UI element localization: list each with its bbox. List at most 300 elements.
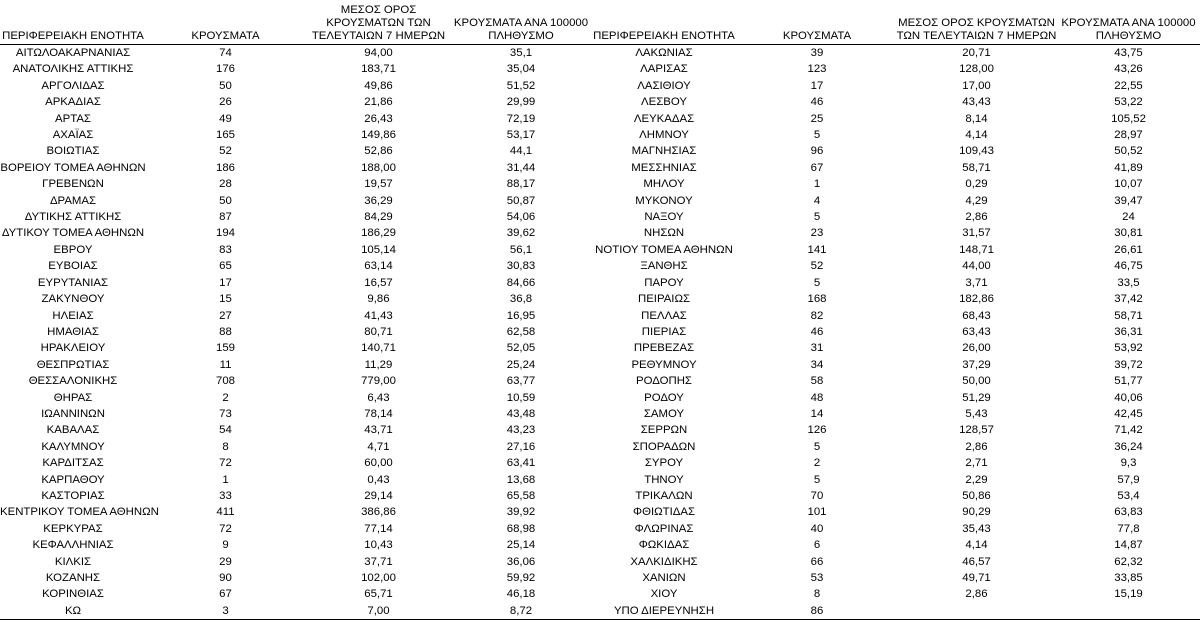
cell-7day-avg-right: 128,00 xyxy=(959,63,994,76)
cell-region-left: ΘΗΡΑΣ xyxy=(53,391,93,404)
cell-region-right: ΛΕΣΒΟΥ xyxy=(641,96,687,109)
cell-cases-right: 31 xyxy=(810,342,824,355)
cell-cases-right: 5 xyxy=(813,276,821,289)
cell-7day-avg-right: 2,86 xyxy=(965,211,988,224)
cell-region-right: ΧΑΛΚΙΔΙΚΗΣ xyxy=(630,555,698,568)
cell-7day-avg-right: 4,14 xyxy=(965,129,988,142)
cell-cases-right: 2 xyxy=(813,457,821,470)
cell-cases-left: 2 xyxy=(222,391,229,404)
cell-cases-right: 39 xyxy=(810,47,824,59)
cell-cases-left: 28 xyxy=(219,178,232,191)
cell-region-right: ΠΑΡΟΥ xyxy=(644,276,684,289)
table-row xyxy=(0,603,1200,620)
cell-cases-left: 72 xyxy=(219,522,232,535)
cell-cases-right: 67 xyxy=(810,161,824,174)
cell-region-left: ΚΑΡΔΙΤΣΑΣ xyxy=(42,457,104,470)
cell-cases-right: 48 xyxy=(810,391,824,404)
cell-cases-left: 708 xyxy=(215,375,235,388)
cell-cases-right: 96 xyxy=(810,145,824,158)
cell-per-100k-right: 39,72 xyxy=(1114,358,1143,371)
cell-cases-right: 53 xyxy=(810,572,824,584)
table-row xyxy=(0,275,1200,291)
cell-region-left: ΙΩΑΝΝΙΝΩΝ xyxy=(41,407,105,420)
cell-per-100k-right xyxy=(1057,603,1200,620)
cell-cases-right: 23 xyxy=(810,227,824,240)
cell-7day-avg-right: 128,57 xyxy=(959,424,994,437)
cell-cases-right: 46 xyxy=(810,325,824,338)
cell-per-100k-right: 43,75 xyxy=(1114,47,1143,59)
cell-region-left: ΚΕΡΚΥΡΑΣ xyxy=(43,522,103,535)
header-row xyxy=(0,4,1200,45)
cell-7day-avg-right: 35,43 xyxy=(962,522,991,535)
cell-region-right: ΡΟΔΟΥ xyxy=(644,391,684,404)
table-row xyxy=(0,291,1200,307)
cell-per-100k-left: 53,17 xyxy=(506,129,536,142)
cell-region-right: ΠΕΛΛΑΣ xyxy=(641,309,687,322)
cell-per-100k-left: 59,92 xyxy=(506,572,536,584)
cell-cases-right: 126 xyxy=(807,424,827,437)
table-row xyxy=(0,488,1200,504)
cell-per-100k-left: 25,24 xyxy=(506,358,536,371)
cell-region-left: ΘΕΣΣΑΛΟΝΙΚΗΣ xyxy=(28,375,118,388)
cell-cases-left: 176 xyxy=(215,63,235,76)
cell-per-100k-left: 84,66 xyxy=(506,276,536,289)
table-row xyxy=(0,586,1200,602)
cell-cases-left: 3 xyxy=(146,603,305,620)
header-7day-avg-right: ΜΕΣΟΣ ΟΡΟΣ ΚΡΟΥΣΜΑΤΩΝ ΤΩΝ ΤΕΛΕΥΤΑΙΩΝ 7 ΗΜΕΡΩΝ xyxy=(896,4,1057,45)
cell-region-left: ΑΡΓΟΛΙΔΑΣ xyxy=(41,79,105,92)
cell-7day-avg-left: 41,43 xyxy=(364,309,393,322)
cell-region-left: ΚΑΛΥΜΝΟΥ xyxy=(41,440,105,453)
cell-region-right: ΛΗΜΝΟΥ xyxy=(639,129,689,142)
header-per-100k-right: ΚΡΟΥΣΜΑΤΑ ΑΝΑ 100000 ΠΛΗΘΥΣΜΟ xyxy=(1057,4,1200,45)
cell-per-100k-left: 72,19 xyxy=(506,112,536,125)
cell-per-100k-right: 58,71 xyxy=(1114,309,1143,322)
cell-region-right: ΣΑΜΟΥ xyxy=(643,407,685,420)
cell-per-100k-right: 10,07 xyxy=(1114,178,1143,191)
cell-cases-right: 168 xyxy=(807,293,827,306)
table-row xyxy=(0,324,1200,340)
cell-cases-right: 58 xyxy=(810,375,824,388)
cell-cases-right: 8 xyxy=(813,588,821,601)
table-row xyxy=(0,242,1200,258)
cell-per-100k-left: 27,16 xyxy=(506,440,536,453)
cell-7day-avg-left: 19,57 xyxy=(364,178,393,191)
cell-per-100k-right: 22,55 xyxy=(1114,79,1143,92)
cell-cases-left: 26 xyxy=(219,96,232,109)
cell-per-100k-right: 39,47 xyxy=(1114,194,1143,207)
cell-cases-left: 11 xyxy=(219,358,232,371)
cell-7day-avg-right: 68,43 xyxy=(962,309,991,322)
cell-7day-avg-right: 5,43 xyxy=(965,407,988,420)
cell-region-left: ΗΡΑΚΛΕΙΟΥ xyxy=(40,342,106,355)
cell-region-left: ΚΑΣΤΟΡΙΑΣ xyxy=(41,489,105,502)
cell-region-right: ΤΡΙΚΑΛΩΝ xyxy=(635,489,693,502)
cell-region-right: ΡΕΘΥΜΝΟΥ xyxy=(631,358,697,371)
cell-7day-avg-right: 37,29 xyxy=(962,358,991,371)
cell-per-100k-right: 37,42 xyxy=(1114,293,1143,306)
cell-cases-right: 52 xyxy=(810,260,824,273)
cell-per-100k-right: 43,26 xyxy=(1114,63,1143,76)
table-row xyxy=(0,406,1200,422)
cell-7day-avg-left: 29,14 xyxy=(364,489,393,502)
cell-per-100k-left: 51,52 xyxy=(506,79,536,92)
table-row xyxy=(0,143,1200,159)
cell-per-100k-left: 44,1 xyxy=(509,145,533,158)
cell-per-100k-left: 88,17 xyxy=(506,178,536,191)
table-row xyxy=(0,258,1200,274)
cell-region-left: ΒΟΡΕΙΟΥ ΤΟΜΕΑ ΑΘΗΝΩΝ xyxy=(0,161,146,174)
cell-7day-avg-right: 50,86 xyxy=(962,489,991,502)
cell-region-left: ΘΕΣΠΡΩΤΙΑΣ xyxy=(36,358,110,371)
cell-region-right: ΛΕΥΚΑΔΑΣ xyxy=(633,112,695,125)
cell-7day-avg-right: 182,86 xyxy=(959,293,994,306)
table-row xyxy=(0,308,1200,324)
cell-region-left: ΓΡΕΒΕΝΩΝ xyxy=(42,178,104,191)
cell-7day-avg-left: 63,14 xyxy=(364,260,393,273)
cell-per-100k-left: 29,99 xyxy=(506,96,536,109)
cell-region-left: ΑΧΑΪΑΣ xyxy=(52,129,94,142)
cell-cases-left: 83 xyxy=(219,243,232,256)
cell-per-100k-right: 62,32 xyxy=(1114,555,1143,568)
cell-per-100k-left: 16,95 xyxy=(506,309,536,322)
cell-cases-left: 50 xyxy=(219,194,232,207)
cell-per-100k-right: 42,45 xyxy=(1114,407,1143,420)
cell-region-right: ΝΟΤΙΟΥ ΤΟΜΕΑ ΑΘΗΝΩΝ xyxy=(595,243,733,256)
cell-per-100k-left: 50,87 xyxy=(506,194,536,207)
cell-cases-right: 82 xyxy=(810,309,824,322)
header-region-left: ΠΕΡΙΦΕΡΕΙΑΚΗ ΕΝΟΤΗΤΑ xyxy=(0,4,146,45)
cell-7day-avg-left: 105,14 xyxy=(361,243,396,256)
cell-7day-avg-left: 21,86 xyxy=(364,96,393,109)
cell-region-left: ΑΝΑΤΟΛΙΚΗΣ ΑΤΤΙΚΗΣ xyxy=(12,63,134,76)
cell-region-right: ΠΡΕΒΕΖΑΣ xyxy=(633,342,695,355)
cell-7day-avg-right: 4,29 xyxy=(965,194,988,207)
cell-per-100k-left: 13,68 xyxy=(506,473,536,486)
header-per-100k-left: ΚΡΟΥΣΜΑΤΑ ΑΝΑ 100000 ΠΛΗΘΥΣΜΟ xyxy=(452,4,590,45)
cell-cases-left: 73 xyxy=(219,407,232,420)
cell-cases-left: 67 xyxy=(219,588,232,601)
cell-cases-right: 141 xyxy=(807,243,827,256)
cell-7day-avg-left: 386,86 xyxy=(361,506,396,519)
cell-cases-left: 9 xyxy=(222,539,229,552)
cell-region-right: ΛΑΚΩΝΙΑΣ xyxy=(635,47,693,59)
cell-7day-avg-left: 4,71 xyxy=(367,440,390,453)
cell-region-left: ΒΟΙΩΤΙΑΣ xyxy=(46,145,100,158)
cell-7day-avg-right: 58,71 xyxy=(962,161,991,174)
cell-7day-avg-left: 94,00 xyxy=(364,47,393,59)
cell-per-100k-left: 35,1 xyxy=(509,47,533,59)
cell-7day-avg-left: 140,71 xyxy=(361,342,396,355)
cell-7day-avg-right: 17,00 xyxy=(962,79,991,92)
table-row xyxy=(0,225,1200,241)
cell-7day-avg-left: 188,00 xyxy=(361,161,396,174)
cell-per-100k-left: 54,06 xyxy=(506,211,536,224)
covid-cases-table xyxy=(0,4,1200,620)
cell-cases-left: 8 xyxy=(222,440,229,453)
cell-cases-right: 1 xyxy=(813,178,821,191)
cell-region-left: ΚΟΡΙΝΘΙΑΣ xyxy=(42,588,104,601)
cell-cases-left: 194 xyxy=(215,227,235,240)
cell-region-left: ΗΜΑΘΙΑΣ xyxy=(47,325,99,338)
table-row xyxy=(0,176,1200,192)
cell-7day-avg-right: 2,71 xyxy=(965,457,988,470)
cell-region-right: ΠΕΙΡΑΙΩΣ xyxy=(637,293,691,306)
table-row xyxy=(0,61,1200,77)
cell-7day-avg-left: 78,14 xyxy=(364,407,393,420)
cell-per-100k-right: 33,5 xyxy=(1117,276,1140,289)
cell-7day-avg-right: 8,14 xyxy=(965,112,988,125)
cell-region-right: ΛΑΡΙΣΑΣ xyxy=(640,63,688,76)
cell-region-right: ΜΕΣΣΗΝΙΑΣ xyxy=(631,161,697,174)
cell-region-right: ΦΩΚΙΔΑΣ xyxy=(638,539,690,552)
cell-region-right: ΛΑΣΙΘΙΟΥ xyxy=(637,79,691,92)
cell-per-100k-right: 71,42 xyxy=(1114,424,1143,437)
table-row xyxy=(0,373,1200,389)
cell-region-left: ΕΥΡΥΤΑΝΙΑΣ xyxy=(37,276,109,289)
cell-cases-left: 74 xyxy=(219,47,232,59)
cell-cases-left: 165 xyxy=(215,129,235,142)
cell-7day-avg-left: 11,29 xyxy=(364,358,393,371)
cell-cases-left: 88 xyxy=(219,325,232,338)
cell-region-left: ΑΙΤΩΛΟΑΚΑΡΝΑΝΙΑΣ xyxy=(15,47,131,59)
cell-per-100k-left: 35,04 xyxy=(506,63,536,76)
cell-region-left: ΚΕΝΤΡΙΚΟΥ ΤΟΜΕΑ ΑΘΗΝΩΝ xyxy=(0,506,159,519)
cell-region-left: ΚΩ xyxy=(0,603,146,620)
table-row xyxy=(0,127,1200,143)
cell-per-100k-right: 41,89 xyxy=(1114,161,1143,174)
cell-7day-avg-right: 109,43 xyxy=(959,145,994,158)
cell-region-right: ΦΘΙΩΤΙΔΑΣ xyxy=(633,506,695,519)
cell-per-100k-left: 10,59 xyxy=(506,391,536,404)
cell-per-100k-left: 36,8 xyxy=(509,293,533,306)
cell-per-100k-right: 9,3 xyxy=(1120,457,1137,470)
table-row xyxy=(0,439,1200,455)
cell-region-right: ΦΛΩΡΙΝΑΣ xyxy=(634,522,694,535)
cell-per-100k-right: 14,87 xyxy=(1114,539,1143,552)
header-cases-right: ΚΡΟΥΣΜΑΤΑ xyxy=(738,4,896,45)
table-body xyxy=(0,45,1200,620)
cell-7day-avg-left: 60,00 xyxy=(364,457,393,470)
cell-7day-avg-right: 44,00 xyxy=(962,260,991,273)
cell-7day-avg-left: 7,00 xyxy=(305,603,452,620)
cell-cases-right: 5 xyxy=(813,211,821,224)
cell-per-100k-right: 51,77 xyxy=(1114,375,1143,388)
cell-cases-right: 101 xyxy=(807,506,827,519)
cell-7day-avg-right: 2,86 xyxy=(965,588,988,601)
cell-per-100k-right: 77,8 xyxy=(1117,522,1140,535)
cell-7day-avg-right: 31,57 xyxy=(962,227,991,240)
cell-7day-avg-right: 90,29 xyxy=(962,506,991,519)
cell-cases-left: 65 xyxy=(219,260,232,273)
cell-cases-right: 46 xyxy=(810,96,824,109)
cell-cases-right: 17 xyxy=(810,79,824,92)
cell-per-100k-left: 36,06 xyxy=(506,555,536,568)
cell-region-right: ΣΕΡΡΩΝ xyxy=(640,424,688,437)
cell-7day-avg-left: 6,43 xyxy=(367,391,390,404)
cell-per-100k-right: 63,83 xyxy=(1114,506,1143,519)
cell-per-100k-left: 52,05 xyxy=(506,342,536,355)
cell-region-left: ΕΒΡΟΥ xyxy=(53,243,93,256)
cell-cases-right: 70 xyxy=(810,489,824,502)
cell-7day-avg-left: 36,29 xyxy=(364,194,393,207)
cell-per-100k-right: 36,24 xyxy=(1114,440,1143,453)
cell-7day-avg-left: 26,43 xyxy=(364,112,393,125)
cell-7day-avg-left: 0,43 xyxy=(367,473,390,486)
cell-region-right: ΝΗΣΩΝ xyxy=(643,227,685,240)
cell-per-100k-right: 36,31 xyxy=(1114,325,1143,338)
cell-7day-avg-left: 9,86 xyxy=(367,293,390,306)
cell-cases-left: 411 xyxy=(216,506,235,519)
cell-region-left: ΖΑΚΥΝΘΟΥ xyxy=(41,293,105,306)
cell-per-100k-left: 62,58 xyxy=(506,325,536,338)
table-row xyxy=(0,111,1200,127)
cell-per-100k-left: 63,77 xyxy=(506,375,536,388)
cell-per-100k-left: 63,41 xyxy=(506,457,536,470)
cell-7day-avg-left: 43,71 xyxy=(364,424,393,437)
cell-region-right: ΥΠΟ ΔΙΕΡΕΥΝΗΣΗ xyxy=(590,603,738,620)
cell-region-left: ΗΛΕΙΑΣ xyxy=(52,309,94,322)
cell-cases-left: 49 xyxy=(219,112,232,125)
cell-region-right: ΜΗΛΟΥ xyxy=(643,178,685,191)
cell-7day-avg-right: 20,71 xyxy=(962,47,991,59)
cell-per-100k-right: 33,85 xyxy=(1114,572,1143,584)
cell-7day-avg-right: 2,29 xyxy=(965,473,988,486)
table-row xyxy=(0,193,1200,209)
cell-cases-left: 29 xyxy=(219,555,232,568)
cell-per-100k-left: 8,72 xyxy=(452,603,590,620)
cell-region-right: ΣΠΟΡΑΔΩΝ xyxy=(632,440,696,453)
table-row xyxy=(0,521,1200,537)
cell-per-100k-right: 53,92 xyxy=(1114,342,1143,355)
cell-region-left: ΚΕΦΑΛΛΗΝΙΑΣ xyxy=(32,539,114,552)
cell-per-100k-right: 50,52 xyxy=(1114,145,1143,158)
cell-region-right: ΜΥΚΟΝΟΥ xyxy=(635,194,693,207)
cell-per-100k-right: 46,75 xyxy=(1114,260,1143,273)
cell-7day-avg-left: 49,86 xyxy=(364,79,393,92)
cell-per-100k-left: 43,48 xyxy=(506,407,536,420)
cell-cases-left: 33 xyxy=(219,489,232,502)
cell-per-100k-left: 46,18 xyxy=(506,588,536,601)
cell-region-left: ΕΥΒΟΙΑΣ xyxy=(48,260,98,273)
cell-7day-avg-right: 49,71 xyxy=(962,572,991,584)
cell-7day-avg-right: 43,43 xyxy=(962,96,991,109)
cell-region-left: ΑΡΤΑΣ xyxy=(55,112,91,125)
table-row xyxy=(0,455,1200,471)
cell-7day-avg-left: 80,71 xyxy=(364,325,393,338)
cell-7day-avg-right: 46,57 xyxy=(962,555,991,568)
cell-cases-right: 40 xyxy=(810,522,824,535)
table-row xyxy=(0,504,1200,520)
cell-per-100k-right: 24 xyxy=(1122,211,1135,224)
table-row xyxy=(0,94,1200,110)
cell-per-100k-right: 28,97 xyxy=(1114,129,1143,142)
cell-7day-avg-left: 84,29 xyxy=(364,211,393,224)
cell-region-left: ΚΑΒΑΛΑΣ xyxy=(46,424,100,437)
cell-7day-avg-left: 779,00 xyxy=(361,375,396,388)
cell-cases-right: 86 xyxy=(738,603,896,620)
cell-per-100k-left: 68,98 xyxy=(506,522,536,535)
covid-cases-table-container xyxy=(0,4,1200,620)
cell-cases-right: 14 xyxy=(810,407,824,420)
cell-region-right: ΡΟΔΟΠΗΣ xyxy=(636,375,692,388)
cell-7day-avg-left: 102,00 xyxy=(361,572,396,584)
cell-region-right: ΧΙΟΥ xyxy=(650,588,678,601)
cell-region-left: ΔΥΤΙΚΟΥ ΤΟΜΕΑ ΑΘΗΝΩΝ xyxy=(1,227,145,240)
cell-per-100k-left: 56,1 xyxy=(509,243,533,256)
cell-7day-avg-left: 52,86 xyxy=(364,145,393,158)
cell-region-left: ΔΥΤΙΚΗΣ ΑΤΤΙΚΗΣ xyxy=(24,211,122,224)
table-row xyxy=(0,537,1200,553)
cell-7day-avg-left: 16,57 xyxy=(364,276,393,289)
cell-region-right: ΤΗΝΟΥ xyxy=(644,473,684,486)
cell-7day-avg-left: 37,71 xyxy=(364,555,393,568)
cell-7day-avg-right: 148,71 xyxy=(959,243,994,256)
cell-7day-avg-right: 51,29 xyxy=(962,391,991,404)
cell-region-right: ΞΑΝΘΗΣ xyxy=(640,260,688,273)
cell-cases-left: 1 xyxy=(222,473,229,486)
table-row xyxy=(0,340,1200,356)
cell-region-right: ΜΑΓΝΗΣΙΑΣ xyxy=(631,145,697,158)
cell-7day-avg-left: 186,29 xyxy=(361,227,396,240)
cell-7day-avg-left: 77,14 xyxy=(364,522,393,535)
cell-7day-avg-right: 2,86 xyxy=(965,440,988,453)
cell-region-left: ΚΙΛΚΙΣ xyxy=(54,555,92,568)
cell-per-100k-left: 30,83 xyxy=(506,260,536,273)
table-row xyxy=(0,78,1200,94)
cell-7day-avg-right: 26,00 xyxy=(962,342,991,355)
cell-cases-right: 4 xyxy=(813,194,821,207)
cell-cases-left: 87 xyxy=(219,211,232,224)
cell-7day-avg-left: 10,43 xyxy=(364,539,393,552)
cell-region-right: ΣΥΡΟΥ xyxy=(644,457,684,470)
table-row xyxy=(0,422,1200,438)
header-7day-avg-left: ΜΕΣΟΣ ΟΡΟΣ ΚΡΟΥΣΜΑΤΩΝ ΤΩΝ ΤΕΛΕΥΤΑΙΩΝ 7 ΗΜΕΡΩΝ xyxy=(305,4,452,45)
cell-region-right: ΧΑΝΙΩΝ xyxy=(642,572,686,584)
cell-per-100k-left: 39,62 xyxy=(506,227,536,240)
cell-cases-left: 159 xyxy=(215,342,235,355)
cell-per-100k-right: 26,61 xyxy=(1114,243,1143,256)
cell-cases-left: 17 xyxy=(219,276,232,289)
cell-per-100k-right: 53,4 xyxy=(1117,489,1140,502)
cell-per-100k-right: 15,19 xyxy=(1114,588,1143,601)
cell-region-left: ΑΡΚΑΔΙΑΣ xyxy=(45,96,101,109)
cell-cases-left: 15 xyxy=(219,293,232,306)
table-row xyxy=(0,209,1200,225)
cell-per-100k-left: 25,14 xyxy=(506,539,536,552)
cell-cases-left: 72 xyxy=(219,457,232,470)
cell-per-100k-left: 43,23 xyxy=(506,424,536,437)
cell-7day-avg-left: 149,86 xyxy=(361,129,396,142)
cell-7day-avg-right: 63,43 xyxy=(962,325,991,338)
cell-per-100k-right: 53,22 xyxy=(1114,96,1143,109)
cell-7day-avg-right: 3,71 xyxy=(965,276,988,289)
cell-7day-avg-right: 4,14 xyxy=(965,539,988,552)
cell-cases-left: 90 xyxy=(219,572,232,584)
table-row xyxy=(0,390,1200,406)
cell-per-100k-right: 30,81 xyxy=(1114,227,1143,240)
table-row xyxy=(0,160,1200,176)
cell-7day-avg-right xyxy=(896,603,1057,620)
cell-7day-avg-right: 0,29 xyxy=(965,178,988,191)
cell-per-100k-left: 39,92 xyxy=(506,506,536,519)
cell-per-100k-left: 65,58 xyxy=(506,489,536,502)
header-cases-left: ΚΡΟΥΣΜΑΤΑ xyxy=(146,4,305,45)
cell-cases-right: 5 xyxy=(813,129,821,142)
cell-cases-right: 123 xyxy=(807,63,827,76)
cell-per-100k-right: 57,9 xyxy=(1117,473,1140,486)
cell-region-left: ΚΑΡΠΑΘΟΥ xyxy=(41,473,105,486)
